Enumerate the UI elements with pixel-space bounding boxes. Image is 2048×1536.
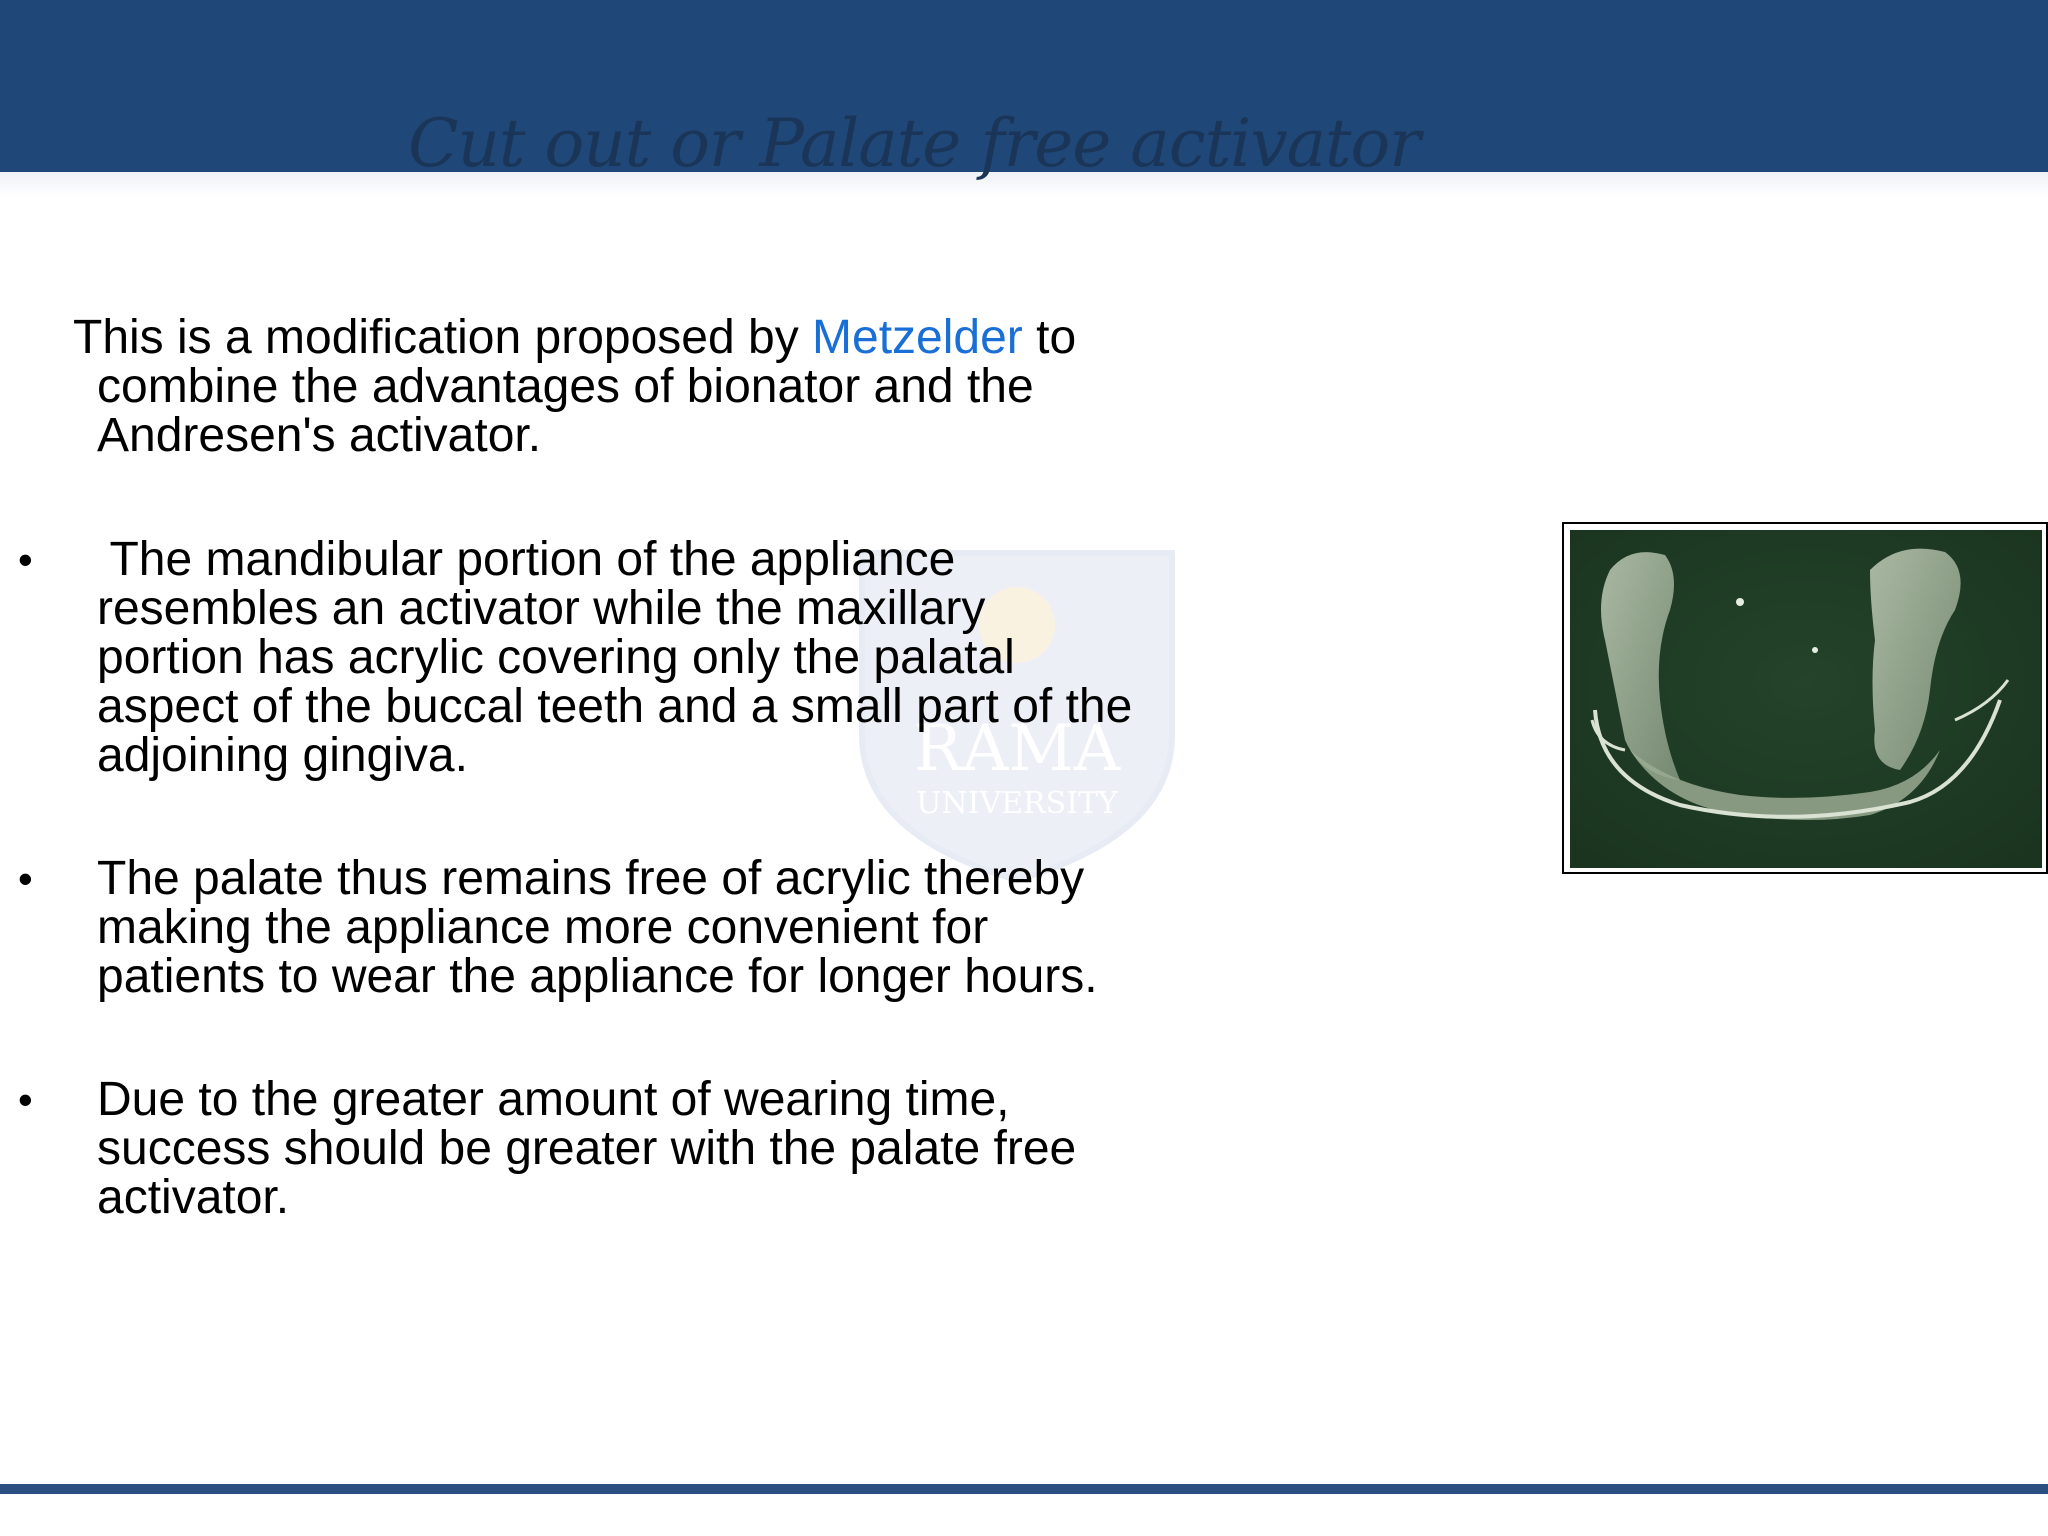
intro-line-1 <box>73 313 1257 362</box>
bullet-3-line-3: activator. <box>97 1171 290 1224</box>
bullet-2-line-1: The palate thus remains free of acrylic thereby <box>97 852 1085 905</box>
bullet-2-symbol: • <box>18 855 33 902</box>
watermark-university: UNIVERSITY <box>916 786 1118 821</box>
bullet-2-text <box>97 854 1257 1001</box>
bullet-1-line-1: The mandibular portion of the appliance <box>97 533 956 586</box>
watermark-rama: RAMA <box>913 712 1121 786</box>
metzelder-link[interactable]: Metzelder <box>812 311 1023 364</box>
intro-lead: This is a modification proposed by <box>73 311 813 364</box>
intro-line-3: Andresen's activator. <box>97 409 542 462</box>
appliance-photo-frame <box>1562 522 2048 874</box>
bullet-3-text <box>97 1075 1257 1222</box>
intro-line-2: combine the advantages of bionator and the <box>97 360 1034 413</box>
slide-title: Cut out or Palate free activator <box>408 105 1420 182</box>
bullet-1-line-3: portion has acrylic covering only the palatal <box>97 631 1015 684</box>
bullet-1-line-4: aspect of the buccal teeth and a small part of the <box>97 680 1133 733</box>
bullet-1-line-2: resembles an activator while the maxillary <box>97 582 986 635</box>
bullet-1-text <box>97 535 1257 780</box>
bullet-1-symbol: • <box>18 536 33 583</box>
appliance-photo <box>1570 530 2042 868</box>
intro-after-link: to <box>1022 311 1077 364</box>
bullet-2-line-2: making the appliance more convenient for <box>97 901 989 954</box>
intro-paragraph <box>73 311 1257 462</box>
bullet-2-line-3: patients to wear the appliance for longer hours. <box>97 950 1098 1003</box>
bullet-1-line-5: adjoining gingiva. <box>97 729 468 782</box>
footer-rule <box>0 1484 2048 1494</box>
bullet-3-line-2: success should be greater with the palate free <box>97 1122 1077 1175</box>
activator-appliance-image <box>1570 530 2042 868</box>
bullet-3-symbol: • <box>18 1076 33 1123</box>
bullet-3-line-1: Due to the greater amount of wearing time, <box>97 1073 1010 1126</box>
